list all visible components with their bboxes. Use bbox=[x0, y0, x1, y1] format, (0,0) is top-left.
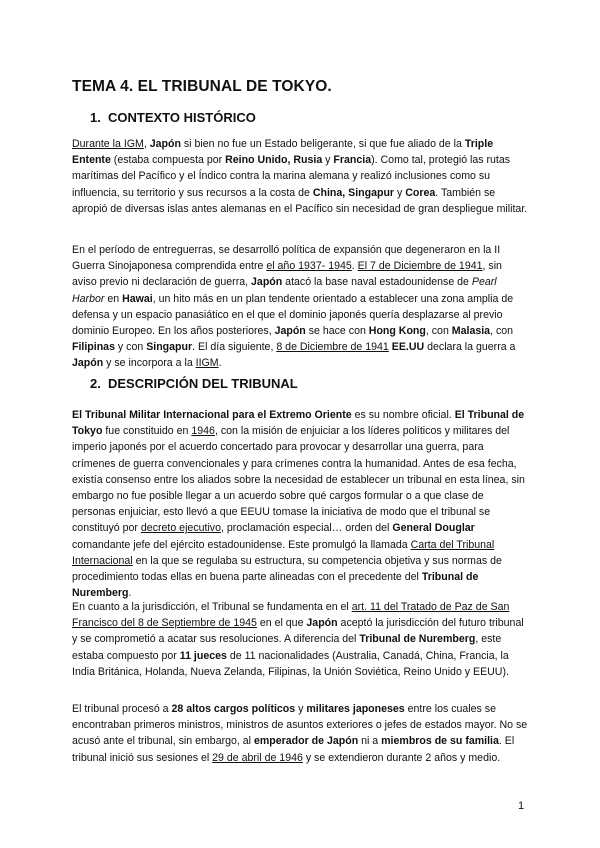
text-run: Japón bbox=[251, 276, 283, 289]
text-run: decreto ejecutivo bbox=[140, 522, 221, 535]
text-run: Singapur bbox=[146, 341, 193, 354]
text-run: . bbox=[128, 587, 132, 600]
text-run: y bbox=[322, 154, 334, 167]
text-run: , con bbox=[490, 325, 514, 338]
text-run: ni a bbox=[358, 735, 382, 748]
text-run: y con bbox=[114, 341, 147, 354]
text-run: El tribunal procesó a bbox=[72, 703, 172, 715]
text-run: entre los cuales se encontraban primeros ministros, ministros de asuntos exteriores o jefes de estados mayor. No se acusó ante el tribunal, sin embargo, al bbox=[72, 703, 528, 748]
text-run: Reino Unido, Rusia bbox=[225, 154, 323, 167]
text-run: fue constituido en bbox=[102, 425, 192, 438]
text-run: (estaba compuesta por bbox=[110, 154, 226, 167]
text-run: Japón bbox=[274, 325, 306, 338]
text-run: , este estaba compuesto por bbox=[72, 633, 502, 662]
page-title: TEMA 4. EL TRIBUNAL DE TOKYO. bbox=[72, 78, 332, 95]
text-run: Tribunal de Nuremberg bbox=[72, 571, 479, 600]
text-run: emperador de Japón bbox=[253, 735, 359, 748]
section-title: DESCRIPCIÓN DEL TRIBUNAL bbox=[108, 376, 298, 391]
text-run: 29 de abril de 1946 bbox=[212, 751, 303, 764]
text-run: . El tribunal inició sus sesiones el bbox=[72, 735, 515, 764]
text-run: comandante jefe del ejército estadounidense. Este promulgó la llamada bbox=[72, 538, 411, 551]
section-title: CONTEXTO HISTÓRICO bbox=[108, 110, 256, 125]
text-run: Hong Kong bbox=[368, 325, 426, 338]
text-run: y se incorpora a la bbox=[103, 357, 196, 370]
paragraph-4 bbox=[72, 599, 528, 680]
text-run: , con bbox=[425, 325, 452, 338]
text-run: Tribunal de Nuremberg bbox=[359, 633, 476, 646]
text-run: el año 1937- 1945 bbox=[266, 260, 352, 273]
text-run: en el que bbox=[256, 617, 307, 630]
text-run: Pearl Harbor bbox=[72, 276, 497, 305]
section-heading-contexto bbox=[90, 110, 256, 125]
text-run: en la que se regulaba su estructura, su competencia objetiva y sus normas de procedimiento todas ellas en buena parte alineadas con el precedente del bbox=[72, 554, 502, 584]
text-run: Hawai bbox=[122, 292, 153, 305]
text-run: miembros de su familia bbox=[381, 735, 499, 748]
text-run: 1946 bbox=[191, 425, 215, 438]
text-run: El Tribunal Militar Internacional para el Extremo Oriente bbox=[72, 409, 352, 421]
text-run: Japón bbox=[72, 357, 104, 370]
text-run: En el período de entreguerras, se desarrolló política de expansión que degeneraron en la II Guerra Sinojaponesa comprendida entre bbox=[72, 244, 501, 273]
paragraph-5 bbox=[72, 701, 528, 766]
section-number: 2. bbox=[90, 376, 101, 391]
section-number: 1. bbox=[90, 110, 101, 125]
text-run: militares japoneses bbox=[306, 703, 405, 715]
paragraph-2 bbox=[72, 242, 528, 372]
text-run: El 7 de Diciembre de 1941 bbox=[357, 260, 483, 273]
text-run: 28 altos cargos políticos bbox=[171, 703, 296, 715]
text-run: Corea bbox=[405, 186, 436, 199]
text-run: atacó la base naval estadounidense de bbox=[282, 276, 472, 289]
text-run: China, Singapur bbox=[312, 186, 395, 199]
paragraph-1 bbox=[72, 136, 528, 217]
text-run: se hace con bbox=[305, 325, 369, 338]
text-run: Malasia bbox=[451, 325, 491, 338]
text-run: , con la misión de enjuiciar a los líderes políticos y militares del imperio japonés por el acuerdo concertado para provocar y desarrollar una guerra, para crímenes de guerra convencionales y para crímenes contra la humanidad. Antes de esa fecha, existía consenso entre los aliados sobre la necesidad de establecer un tribunal en esta línea, sin embargo no fue posible llegar a un acuerdo sobre qué cargos formular o a que clase de personas enjuiciar, esto llevó a que EEUU tomase la iniciativa de modo que el tribunal se constituyó por bbox=[72, 425, 525, 535]
section-heading-descripcion bbox=[90, 376, 298, 391]
text-run: Carta del Tribunal Internacional bbox=[72, 538, 495, 567]
text-run: y bbox=[295, 703, 307, 715]
text-run: , bbox=[143, 138, 150, 150]
text-run: art. 11 del Tratado de Paz de San Francisco del 8 de Septiembre de 1945 bbox=[72, 601, 510, 630]
text-run: es su nombre oficial. bbox=[351, 409, 455, 421]
text-run: En cuanto a la jurisdicción, el Tribunal se fundamenta en el bbox=[72, 601, 352, 613]
text-run: ). Como tal, protegió las rutas marítimas del Pacífico y el Índico contra la marina alemana y realizó inclusiones como su influencia, su territorio y sus recursos a la costa de bbox=[72, 154, 511, 199]
text-run: IIGM bbox=[195, 357, 219, 370]
text-run: en bbox=[104, 292, 123, 305]
text-run: Filipinas bbox=[72, 341, 115, 354]
text-run: y bbox=[394, 186, 406, 199]
text-run: Triple Entente bbox=[72, 138, 494, 167]
text-run: 11 jueces bbox=[179, 649, 227, 662]
text-run: si bien no fue un Estado beligerante, si que fue aliado de la bbox=[180, 138, 465, 150]
text-run: declara la guerra a bbox=[424, 341, 516, 354]
text-run: . El día siguiente, bbox=[192, 341, 277, 354]
text-run: , proclamación especial… orden del bbox=[221, 522, 393, 535]
text-run: y se extendieron durante 2 años y medio. bbox=[302, 751, 501, 764]
text-run: Japón bbox=[149, 138, 181, 150]
text-run: aceptó la jurisdicción del futuro tribunal y se comprometió a acatar sus resoluciones. A diferencia del bbox=[72, 617, 524, 646]
paragraph-3 bbox=[72, 407, 528, 601]
text-run: General Douglar bbox=[392, 522, 475, 535]
text-run: , sin aviso previo ni declaración de guerra, bbox=[72, 260, 502, 289]
text-run: . bbox=[351, 260, 358, 273]
text-run: EE.UU bbox=[391, 341, 425, 354]
text-run: de 11 nacionalidades (Australia, Canadá, China, Francia, la India Británica, Holanda, Nueva Zelanda, Filipinas, la Unión Soviética, Reino Unido y EEUU). bbox=[72, 649, 509, 678]
text-run: Durante la IGM bbox=[72, 138, 144, 150]
text-run: Japón bbox=[306, 617, 338, 630]
text-run: , un hito más en un plan tendente orientado a establecer una zona amplia de defensa y un espacio panasiático en el que el dominio japonés quería desplazarse al previo dominio Europeo. En los años posteriores, bbox=[72, 292, 514, 338]
text-run: . También se apropió de diversas islas antes alemanas en el Pacífico sin necesidad de gran despliegue militar. bbox=[72, 186, 528, 215]
page-number: 1 bbox=[518, 800, 525, 812]
text-run: El Tribunal de Tokyo bbox=[72, 409, 525, 438]
text-run: . bbox=[218, 357, 222, 370]
text-run: 8 de Diciembre de 1941 bbox=[276, 341, 389, 354]
text-run: Francia bbox=[333, 154, 372, 167]
